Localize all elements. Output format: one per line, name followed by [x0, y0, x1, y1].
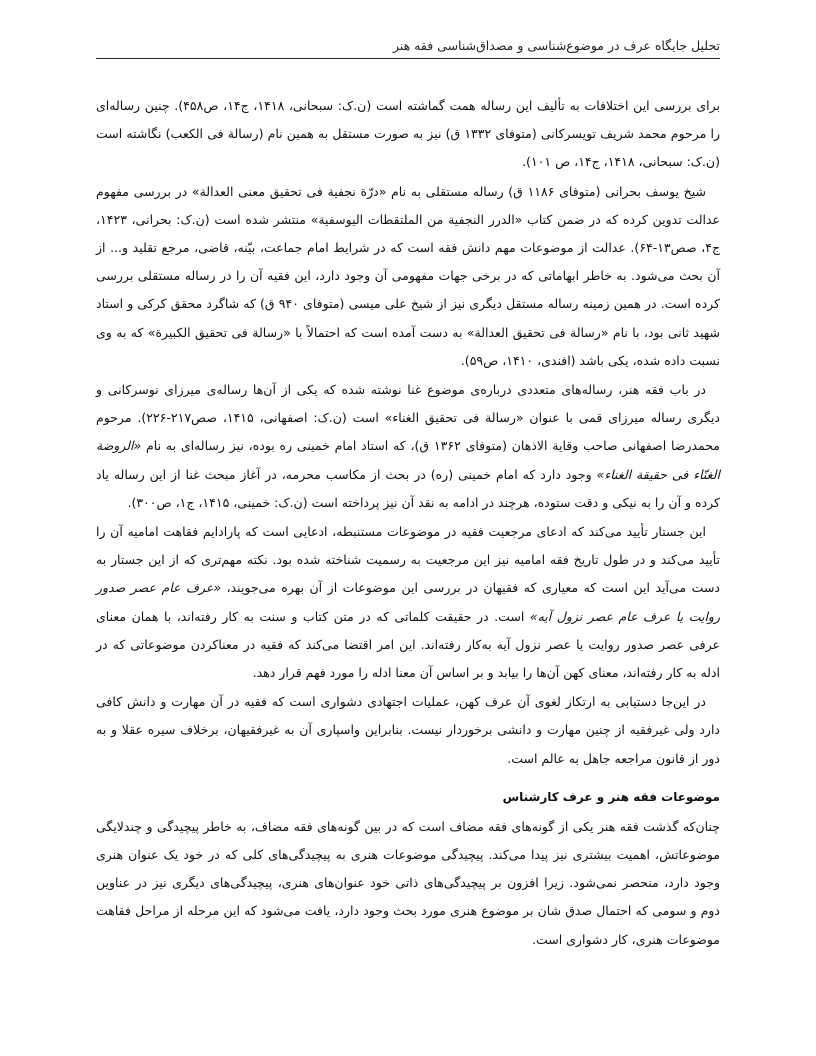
paragraph-3-text-c: وجود دارد که امام خمینی (ره) در بحث از مکاسب محرمه، در آغاز مبحث غنا از این رساله یاد کرده و آن را به نیکی و دقت ستوده، هرچند در ادامه به نقد آن نیز پرداخته است (ن.ک: خمینی، ۱۴۱۵، ج۱، ص۳۰۰).	[96, 466, 720, 510]
paragraph-4	[96, 518, 720, 687]
paragraph-3-text-a: در باب فقه هنر، رساله‌های متعددی درباره‌ی موضوع غنا نوشته شده که یکی از آن‌ها رساله‌ی میرزای نوسرکانی و دیگری رساله میرزای قمی با عنوان «رسالة فی تحقیق الغناء» است (ن.ک: اصفهانی، ۱۴۱۵، صص۲۱۷-۲۲۶). مرحوم محمدرضا اصفهانی صاحب وقایة الاذهان (متوفای ۱۳۶۲ ق)، که استاد امام خمینی ره بوده، نیز رساله‌ای به نام	[96, 382, 721, 454]
paragraph-4-text-c: است. در حقیقت کلماتی که در متن کتاب و سنت به کار رفته‌اند، با همان معنای عرفی عصر صدور روایت یا عصر نزول آیه به‌کار رفته‌اند. این امر اقتضا می‌کند که فقیه در معناکردن موضوعاتی که در ادله به کار رفته‌اند، معنای کهن آن‌ها را بیابد و بر اساس آن معنا ادله را مورد فهم قرار دهد.	[96, 608, 720, 681]
paragraph-4-text-a: این جستار تأیید می‌کند که ادعای مرجعیت فقیه در موضوعات مستنبطه، ادعایی است که پارادایم فقاهت امامیه آن را تأیید می‌کند و در طول تاریخ فقه امامیه نیز این مرجعیت به رسمیت شناخته شده بود. نکته مهم‌تری که از این جستار به دست می‌آید این است که معیاری که فقیهان در بررسی این موضوعات از آن بهره می‌جویند،	[96, 524, 720, 596]
page-body	[96, 92, 720, 955]
section-heading: موضوعات فقه هنر و عرف کارشناس	[502, 789, 720, 804]
header-rule	[96, 58, 720, 59]
paragraph-5: در این‌جا دستیابی به ارتکاز لغوی آن عرف کهن، عملیات اجتهادی دشواری است که فقیه در آن مهارت و دانش کافی دارد ولی غیرفقیه از چنین مهارت و دانشی برخوردار نیست. بنابراین واسپاری آن به غیرفقیهان، برخلاف سیره عقلا و به دور از قانون مراجعه جاهل به عالم است.	[96, 694, 720, 766]
paragraph-3-book-title: «الروضة الغنّاء فی حقیقة الغناء»	[96, 438, 720, 482]
paragraph-6: چنان‌که گذشت فقه هنر یکی از گونه‌های فقه مضاف است که در بین گونه‌های فقه مضاف، به خاطر پیچیدگی و چندلایگی موضوعاتش، اهمیت بیشتری نیز پیدا می‌کند. پیچیدگی موضوعات هنری به پیچیدگی‌های کلی که در خود یک عنوان هنری وجود دارد، منحصر نمی‌شود. زیرا افزون بر پیچیدگی‌های ذاتی خود عنوان‌های هنری، پیچیدگی‌های دیگری نیز در عناوین دوم و سومی که احتمال صدق شان بر موضوع هنری مورد بحث وجود دارد، یافت می‌شود که این مرحله از مراحل فقاهت موضوعات هنری، کار دشواری است.	[96, 818, 720, 947]
running-header: تحلیل جایگاه عرف در موضوع‌شناسی و مصداق‌شناسی فقه هنر	[392, 38, 720, 53]
paragraph-2: شیخ یوسف بحرانی (متوفای ۱۱۸۶ ق) رساله مستقلی به نام «درّة نجفیة فی تحقیق معنی العدالة» در بررسی مفهوم عدالت تدوین کرده که در ضمن کتاب «الدرر النجفیة من الملتقطات الیوسفیة» منتشر شده است (ن.ک: بحرانی، ۱۴۲۳، ج۴، صص۱۳-۶۴). عدالت از موضوعات مهم دانش فقه است که در شرایط امام جماعت، بیّنه، قاضی، مرجع تقلید و... از آن بحث می‌شود. به خاطر ابهاماتی که در برخی جهات مفهومی آن وجود دارد، این فقیه آن را در رساله مستقلی بررسی کرده است. در همین زمینه رساله مستقل دیگری نیز از شیخ علی میسی (متوفای ۹۴۰ ق) که شاگرد محقق کرکی و استاد شهید ثانی بود، با نام «رسالة فی تحقیق العدالة» به دست آمده است که احتمالاً با «رسالة فی تحقیق الکبیرة» که به وی نسبت داده شده، یکی باشد (افندی، ۱۴۱۰، ص۵۹).	[96, 183, 721, 368]
paragraph-3	[96, 376, 720, 517]
paragraph-4-emphasis: «عرف عام عصر صدور روایت یا عرف عام عصر نزول آیه»	[96, 580, 720, 624]
paragraph-1: برای بررسی این اختلافات به تألیف این رساله همت گماشته است (ن.ک: سبحانی، ۱۴۱۸، ج۱۴، ص۴۵۸). چنین رساله‌ای را مرحوم محمد شریف تویسرکانی (متوفای ۱۳۳۲ ق) نیز به صورت مستقل به همین نام (رسالة فی الکعب) نگاشته است (ن.ک: سبحانی، ۱۴۱۸، ج۱۴، ص ۱۰۱).	[96, 98, 721, 170]
